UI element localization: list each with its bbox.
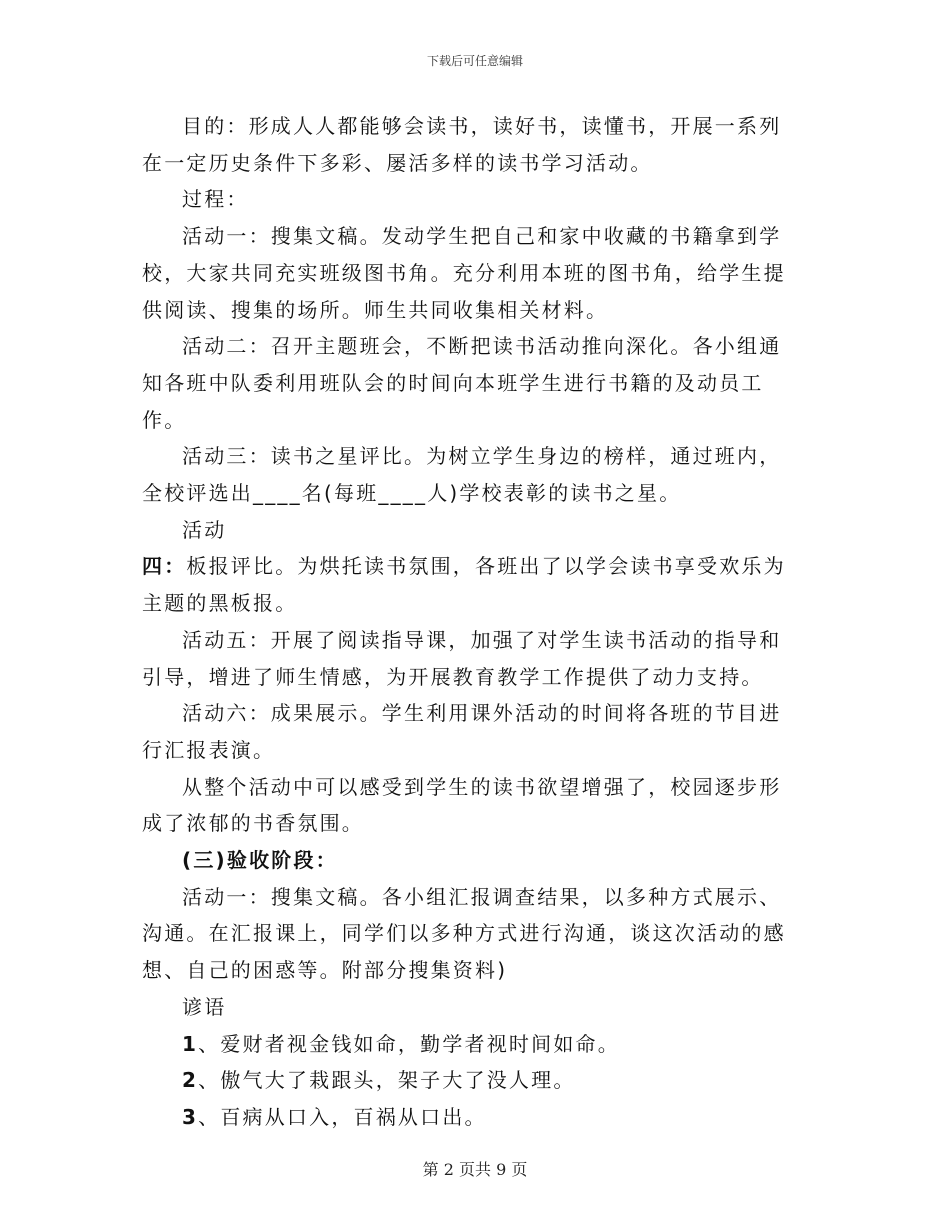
paragraph-summary: 从整个活动中可以感受到学生的读书欲望增强了，校园逐步形成了浓郁的书香氛围。 [142,774,782,836]
proverb-2-number: 2 [182,1068,199,1093]
paragraph-activity-5: 活动五：开展了阅读指导课，加强了对学生读书活动的指导和引导，增进了师生情感，为开展教育教学工作提供了动力支持。 [142,627,782,689]
paragraph-acceptance-activity-1: 活动一：搜集文稿。各小组汇报调查结果，以多种方式展示、沟通。在汇报课上，同学们以多种方式进行沟通，谈这次活动的感想、自己的困惑等。附部分搜集资料) [142,884,786,983]
paragraph-activity-label: 活动 [182,517,227,542]
paragraph-activity-2: 活动二：召开主题班会，不断把读书活动推向深化。各小组通知各班中队委利用班队会的时间向本班学生进行书籍的及动员工作。 [142,334,782,432]
section-heading-acceptance: (三)验收阶段： [182,848,338,873]
proverb-1-number: 1 [182,1031,199,1056]
page-header: 下载后可任意编辑 [426,54,523,68]
document-body [142,108,802,1136]
paragraph-activity-4 [142,548,802,621]
paragraph-activity-3: 活动三：读书之星评比。为树立学生身边的榜样，通过班内，全校评选出____名(每班____人)学校表彰的读书之星。 [142,444,782,506]
proverb-2-text: 、傲气大了栽跟头，架子大了没人理。 [198,1068,576,1093]
proverb-item-3 [142,1099,802,1136]
page-footer: 第 2 页共 9 页 [422,1160,528,1179]
paragraph-activity-6: 活动六：成果展示。学生利用课外活动的时间将各班的节目进行汇报表演。 [142,701,782,762]
activity-4-text: 板报评比。为烘托读书氛围，各班出了以学会读书享受欢乐为主题的黑板报。 [142,554,786,616]
activity-4-lead: 四： [142,554,187,579]
paragraph-activity-1: 活动一：搜集文稿。发动学生把自己和家中收藏的书籍拿到学校，大家共同充实班级图书角。充分利用本班的图书角，给学生提供阅读、搜集的场所。师生共同收集相关材料。 [142,224,786,322]
proverb-item-2 [142,1062,802,1099]
proverb-item-1 [142,1026,802,1063]
proverb-3-number: 3 [182,1104,199,1129]
paragraph-process-heading: 过程： [182,187,249,212]
paragraph-proverbs-heading: 谚语 [182,994,227,1019]
proverb-1-text: 、爱财者视金钱如命，勤学者视时间如命。 [198,1031,620,1056]
paragraph-purpose: 目的：形成人人都能够会读书，读好书，读懂书，开展一系列在一定历史条件下多彩、屡活多样的读书学习活动。 [142,114,782,175]
proverb-3-text: 、百病从口入，百祸从口出。 [198,1104,487,1129]
